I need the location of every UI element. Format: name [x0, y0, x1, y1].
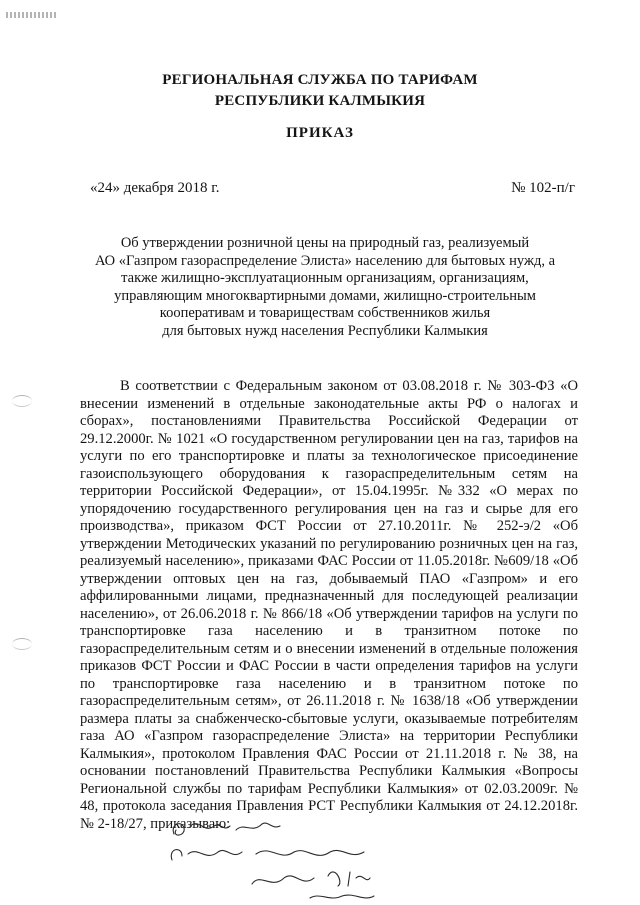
subject-line: Об утверждении розничной цены на природный газ, реализуемый: [120, 235, 530, 251]
handwritten-certification: [160, 812, 460, 904]
subject-line: кооперативам и товариществам собственников жилья: [159, 305, 491, 321]
document-number: № 102-п/г: [511, 180, 575, 196]
body-paragraph: В соответствии с Федеральным законом от 03.08.2018 г. № 303-ФЗ «О внесении изменений в отдельные законодательные акты РФ о налогах и сборах», постановлениями Правительства Российской Федерации от 29.12.2000г. № 1021 «О государственном регулировании цен на газ, тарифов на услуги по его транспортировке и платы за технологическое присоединение газоиспользующего оборудования к газораспределительным сетям на территории Российской Федерации», от 15.04.1995г. №332 «О мерах по упорядочению государственного регулирования цен на газ и сырье для его производства», приказом ФСТ России от 27.10.2011г. № 252-э/2 «Об утверждении Методических указаний по регулированию розничных цен на газ, реализуемый населению», приказами ФАС России от 11.05.2018г. №609/18 «Об утверждении оптовых цен на газ, добываемый ПАО «Газпром» и его аффилированными лицами, предназначенный для последующей реализации населению», от 26.06.2018 г. № 866/18 «Об утверждении тарифов на услуги по транспортировке газа населению и в транзитном потоке по газораспределительным сетям и о внесении изменений в отдельные положения приказов ФСТ России и ФАС России в части определения тарифов на услуги по транспортировке газа населению и в транзитном потоке по газораспределительным сетям», от 26.11.2018 г. № 1638/18 «Об утверждении размера платы за снабженческо-сбытовые услуги, оказываемые потребителям газа АО «Газпром газораспределение Элиста» на территории Республики Калмыкия», протоколом Правления ФАС России от 21.11.2018 г. № 38, на основании постановлений Правительства Республики Калмыкия «Вопросы Региональной службы по тарифам Республики Калмыкия» от 02.03.2009г. № 48, протокола заседания Правления РСТ Республики Калмыкия от 24.12.2018г. № 2-18/27, приказываю:: [80, 378, 578, 832]
scan-artifact: [12, 638, 32, 650]
subject-line: для бытовых нужд населения Республики Калмыкия: [162, 322, 488, 339]
authority-line-2: РЕСПУБЛИКИ КАЛМЫКИЯ: [214, 93, 426, 109]
scan-artifact: [12, 395, 32, 407]
authority-line-1: РЕГИОНАЛЬНАЯ СЛУЖБА ПО ТАРИФАМ: [162, 72, 478, 88]
document-type: ПРИКАЗ: [286, 125, 354, 141]
subject-line: управляющим многоквартирными домами, жилищно-строительным: [114, 287, 536, 304]
subject-line: АО «Газпром газораспределение Элиста» населению для бытовых нужд, а: [94, 252, 556, 269]
issuing-authority: [0, 70, 640, 112]
subject-line: также жилищно-эксплуатационным организациям, организациям,: [121, 270, 529, 286]
scan-artifact: [6, 12, 56, 18]
document-date: «24» декабря 2018 г.: [90, 180, 220, 196]
document-subject: [60, 235, 590, 340]
